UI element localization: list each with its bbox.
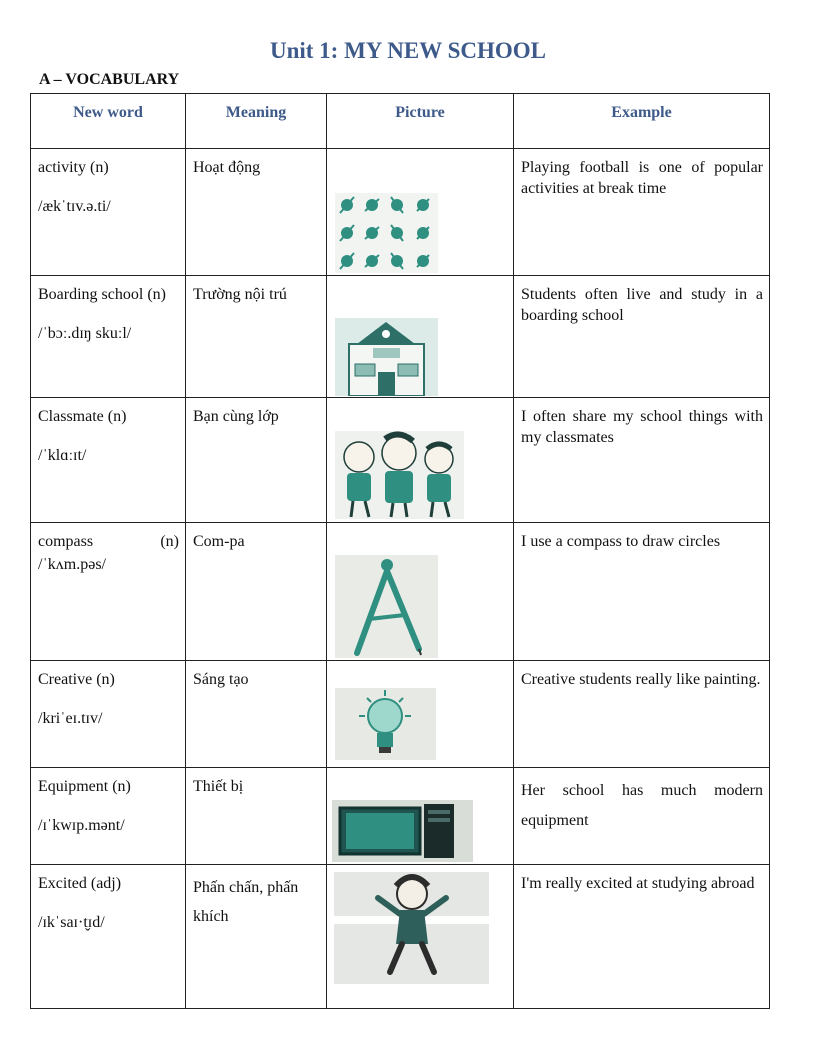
example-word: Her (521, 782, 545, 799)
light-bulb-image (335, 688, 436, 760)
example-word: school (562, 782, 605, 799)
table-row (31, 398, 770, 523)
table-row (31, 865, 770, 1009)
table-row (31, 768, 770, 865)
meaning: Com-pa (193, 533, 245, 550)
word: Classmate (n) (38, 408, 127, 425)
header-picture: Picture (327, 94, 514, 149)
example: Students often live and study in a boarding school (521, 286, 763, 324)
word-pos: (n) (160, 533, 179, 550)
table-row (31, 276, 770, 398)
ipa: /ˈklɑːɪt/ (38, 447, 87, 464)
ipa: /ɪkˈsaɪ·t̬ɪd/ (38, 914, 105, 931)
example-word: has (621, 782, 644, 799)
header-meaning: Meaning (186, 94, 327, 149)
ipa: /kriˈeɪ.tɪv/ (38, 710, 103, 727)
example-line-2: equipment (521, 812, 589, 829)
example-line-1 (521, 776, 763, 806)
word: Creative (n) (38, 671, 115, 688)
page-title: Unit 1: MY NEW SCHOOL (269, 38, 547, 63)
word (38, 531, 179, 552)
example-word: much (660, 782, 697, 799)
example: Playing football is one of popular activities at break time (521, 159, 763, 197)
excited-boy-image (334, 872, 489, 984)
school-building-image (335, 318, 438, 396)
table-header-row (31, 94, 770, 149)
word: Boarding school (n) (38, 286, 166, 303)
meaning: Trường nội trú (193, 286, 287, 303)
word: activity (n) (38, 159, 109, 176)
example: Creative students really like painting. (521, 671, 761, 688)
example: I use a compass to draw circles (521, 533, 721, 550)
ipa: /ˈkʌm.pəs/ (38, 556, 106, 573)
meaning: Hoạt động (193, 159, 261, 176)
meaning: Sáng tạo (193, 671, 249, 688)
computer-image (332, 800, 473, 862)
example: I'm really excited at studying abroad (521, 875, 755, 892)
meaning: Thiết bị (193, 778, 244, 795)
example-word: modern (714, 782, 763, 799)
table-row (31, 149, 770, 276)
header-example: Example (514, 94, 770, 149)
word: Excited (adj) (38, 875, 122, 892)
compass-image (335, 555, 438, 658)
vocabulary-table (30, 93, 770, 1009)
ipa: /ɪˈkwɪp.mənt/ (38, 817, 125, 834)
classmates-image (335, 431, 464, 519)
meaning: Bạn cùng lớp (193, 408, 279, 425)
table-row (31, 661, 770, 768)
header-new-word: New word (31, 94, 186, 149)
section-heading: A – VOCABULARY (39, 71, 180, 88)
meaning: Phấn chấn, phấn khích (193, 879, 299, 925)
table-row (31, 523, 770, 661)
example: I often share my school things with my classmates (521, 408, 763, 446)
ipa: /ækˈtɪv.ə.ti/ (38, 198, 111, 215)
word: Equipment (n) (38, 778, 131, 795)
sports-icons-image (335, 193, 438, 273)
word-text: compass (38, 533, 94, 550)
ipa: /ˈbɔː.dɪŋ skuːl/ (38, 325, 132, 342)
